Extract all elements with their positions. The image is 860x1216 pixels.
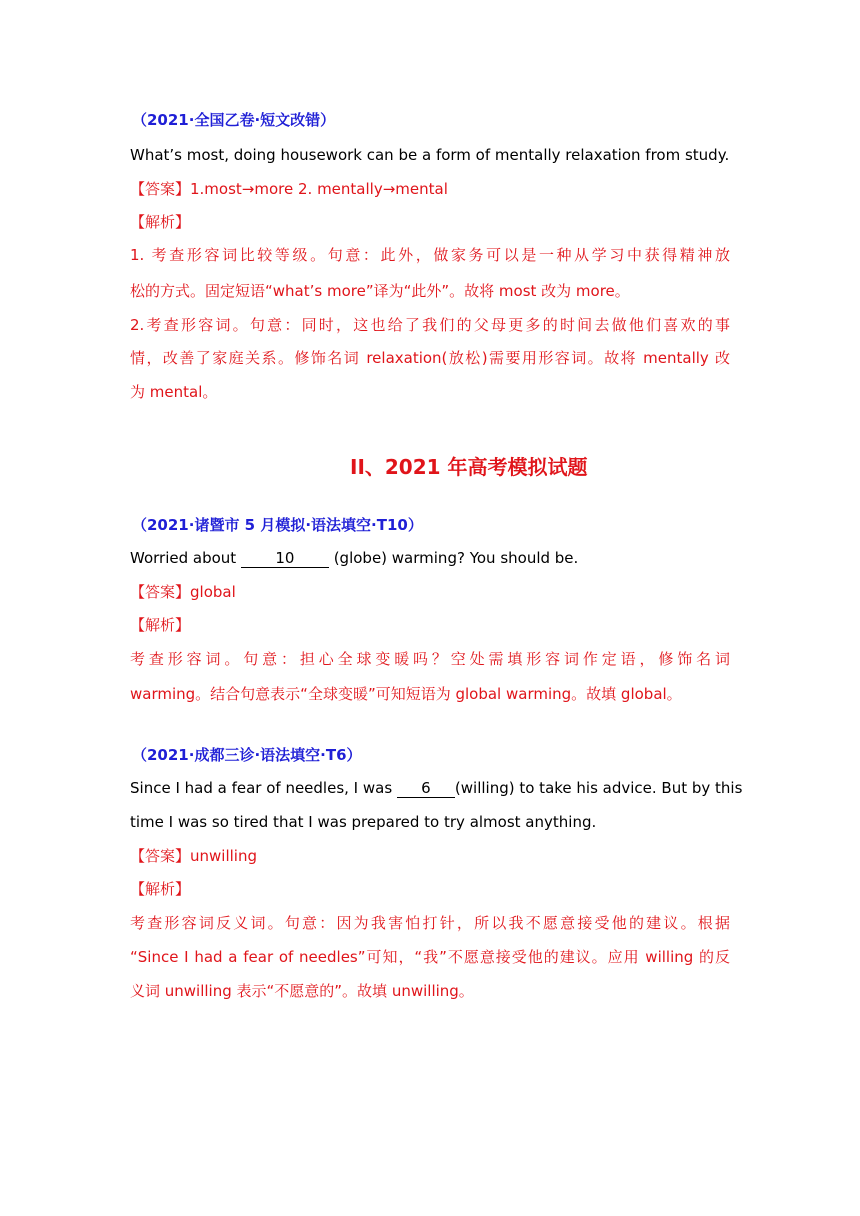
question-text-start: Worried about [130, 549, 241, 567]
analysis-line: 松的方式。固定短语“what’s more”译为“此外”。故将 most 改为 more。 [130, 282, 630, 300]
question-text-start: Since I had a fear of needles, I was [130, 779, 397, 797]
question-text-end: (globe) warming? You should be. [328, 549, 579, 567]
analysis-label: 【解析】 [130, 616, 191, 634]
analysis-label: 【解析】 [130, 213, 191, 231]
source-label-zhuji: （2021·诸暨市 5 月模拟·语法填空·T10） [132, 516, 423, 534]
answer-line: 【答案】1.most→more 2. mentally→mental [130, 180, 448, 198]
analysis-line: 为 mental。 [130, 383, 218, 401]
analysis-line: 考查形容词反义词。句意：因为我害怕打针，所以我不愿意接受他的建议。根据 [130, 914, 730, 932]
analysis-line: 考查形容词。句意：担心全球变暖吗？空处需填形容词作定语，修饰名词 [130, 650, 730, 668]
answer-blank: 10 [241, 549, 329, 568]
question-text-end: (willing) to take his advice. But by this [454, 779, 743, 797]
source-label-chengdu: （2021·成都三诊·语法填空·T6） [132, 746, 362, 764]
question-text [130, 778, 742, 798]
source-label-national-b: （2021·全国乙卷·短文改错） [132, 111, 336, 129]
question-text: What’s most, doing housework can be a form of mentally relaxation from study. [130, 146, 730, 164]
answer-line: 【答案】global [130, 583, 236, 601]
analysis-label: 【解析】 [130, 880, 191, 898]
analysis-line: warming。结合句意表示“全球变暖”可知短语为 global warming。故填 global。 [130, 685, 682, 703]
analysis-line: “Since I had a fear of needles”可知，“我”不愿意接受他的建议。应用 willing 的反 [130, 948, 730, 966]
section-heading: II、2021 年高考模拟试题 [350, 455, 588, 479]
answer-blank: 6 [397, 779, 455, 798]
analysis-line: 义词 unwilling 表示“不愿意的”。故填 unwilling。 [130, 982, 474, 1000]
answer-line: 【答案】unwilling [130, 847, 257, 865]
analysis-line: 2.考查形容词。句意：同时，这也给了我们的父母更多的时间去做他们喜欢的事 [130, 316, 730, 334]
analysis-line: 情，改善了家庭关系。修饰名词 relaxation(放松)需要用形容词。故将 mentally 改 [130, 349, 730, 367]
analysis-line: 1. 考查形容词比较等级。句意：此外，做家务可以是一种从学习中获得精神放 [130, 246, 730, 264]
question-text-line2: time I was so tired that I was prepared to try almost anything. [130, 813, 597, 831]
question-text [130, 548, 578, 568]
